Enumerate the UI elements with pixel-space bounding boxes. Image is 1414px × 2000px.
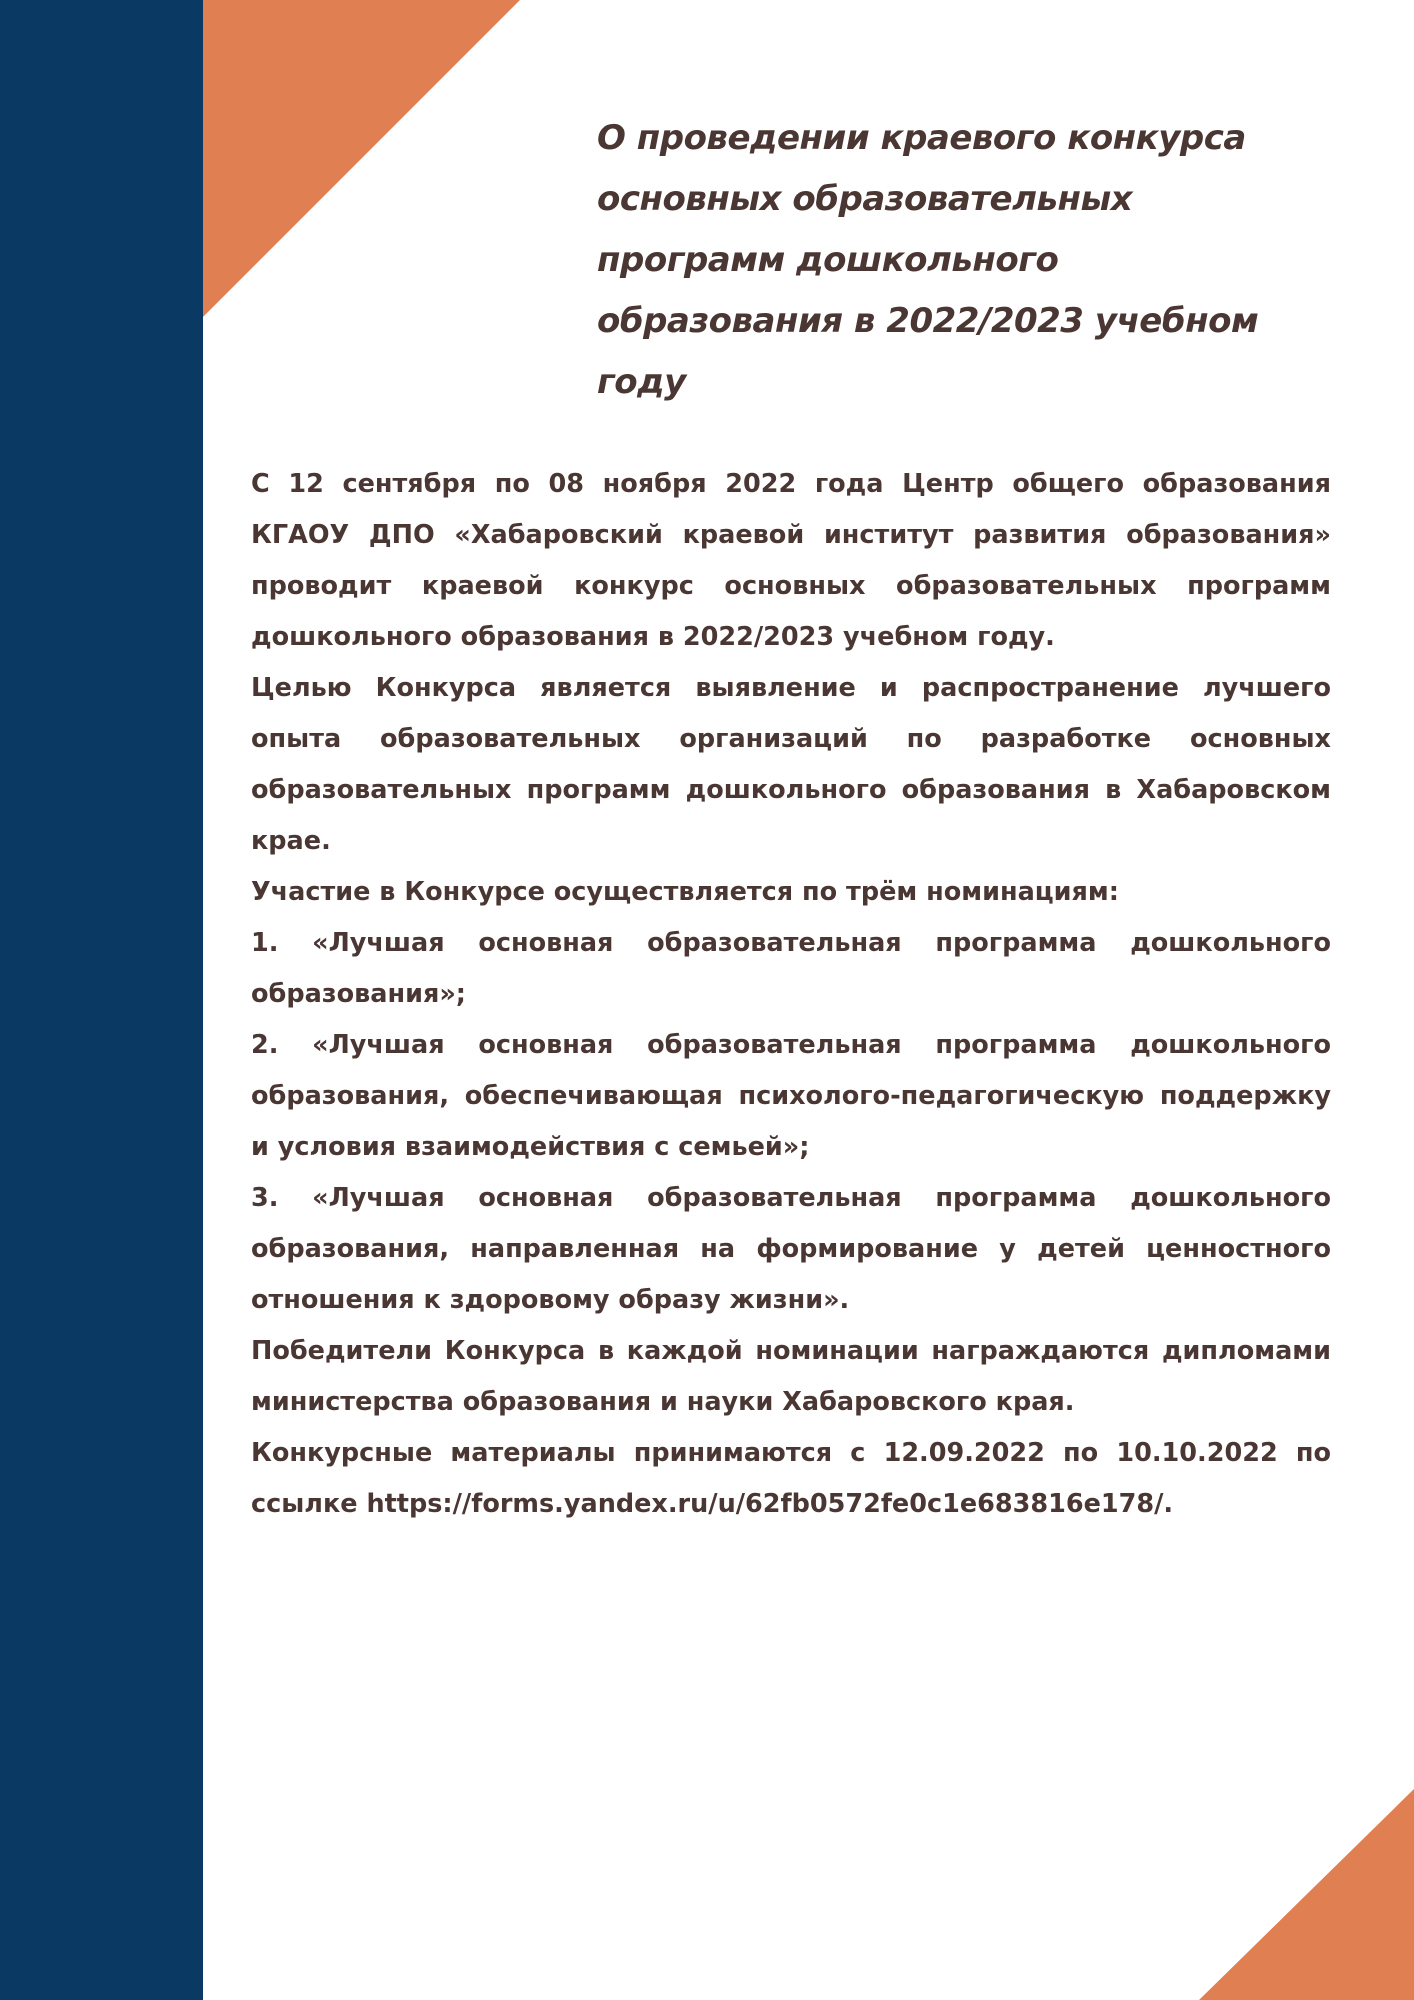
nomination-1: 1. «Лучшая основная образовательная программа дошкольного образования»; — [251, 928, 1331, 1009]
paragraph-winners: Победители Конкурса в каждой номинации награждаются дипломами министерства образования и науки Хабаровского края. — [251, 1336, 1331, 1417]
document-title: О проведении краевого конкурса основных образовательных программ дошкольного образования в 2022/2023 учебном году — [597, 118, 1259, 402]
document-body — [251, 459, 1331, 1530]
paragraph-goal: Целью Конкурса является выявление и распространение лучшего опыта образовательных организаций по разработке основных образовательных программ дошкольного образования в Хабаровском крае. — [251, 673, 1331, 856]
left-sidebar-bar — [0, 0, 203, 2000]
top-corner-triangle — [203, 0, 520, 317]
paragraph-submission: Конкурсные материалы принимаются с 12.09.2022 по 10.10.2022 по ссылке https://forms.yandex.ru/u/62fb0572fe0c1e683816e178/. — [251, 1438, 1331, 1519]
nomination-3: 3. «Лучшая основная образовательная программа дошкольного образования, направленная на формирование у детей ценностного отношения к здоровому образу жизни». — [251, 1183, 1331, 1315]
nomination-2: 2. «Лучшая основная образовательная программа дошкольного образования, обеспечивающая психолого-педагогическую поддержку и условия взаимодействия с семьей»; — [251, 1030, 1331, 1162]
paragraph-nominations-intro: Участие в Конкурсе осуществляется по трём номинациям: — [251, 877, 1119, 907]
paragraph-intro: С 12 сентября по 08 ноября 2022 года Центр общего образования КГАОУ ДПО «Хабаровский краевой институт развития образования» проводит краевой конкурс основных образовательных программ дошкольного образования в 2022/2023 учебном году. — [251, 469, 1331, 652]
bottom-corner-triangle — [1199, 1789, 1414, 2000]
